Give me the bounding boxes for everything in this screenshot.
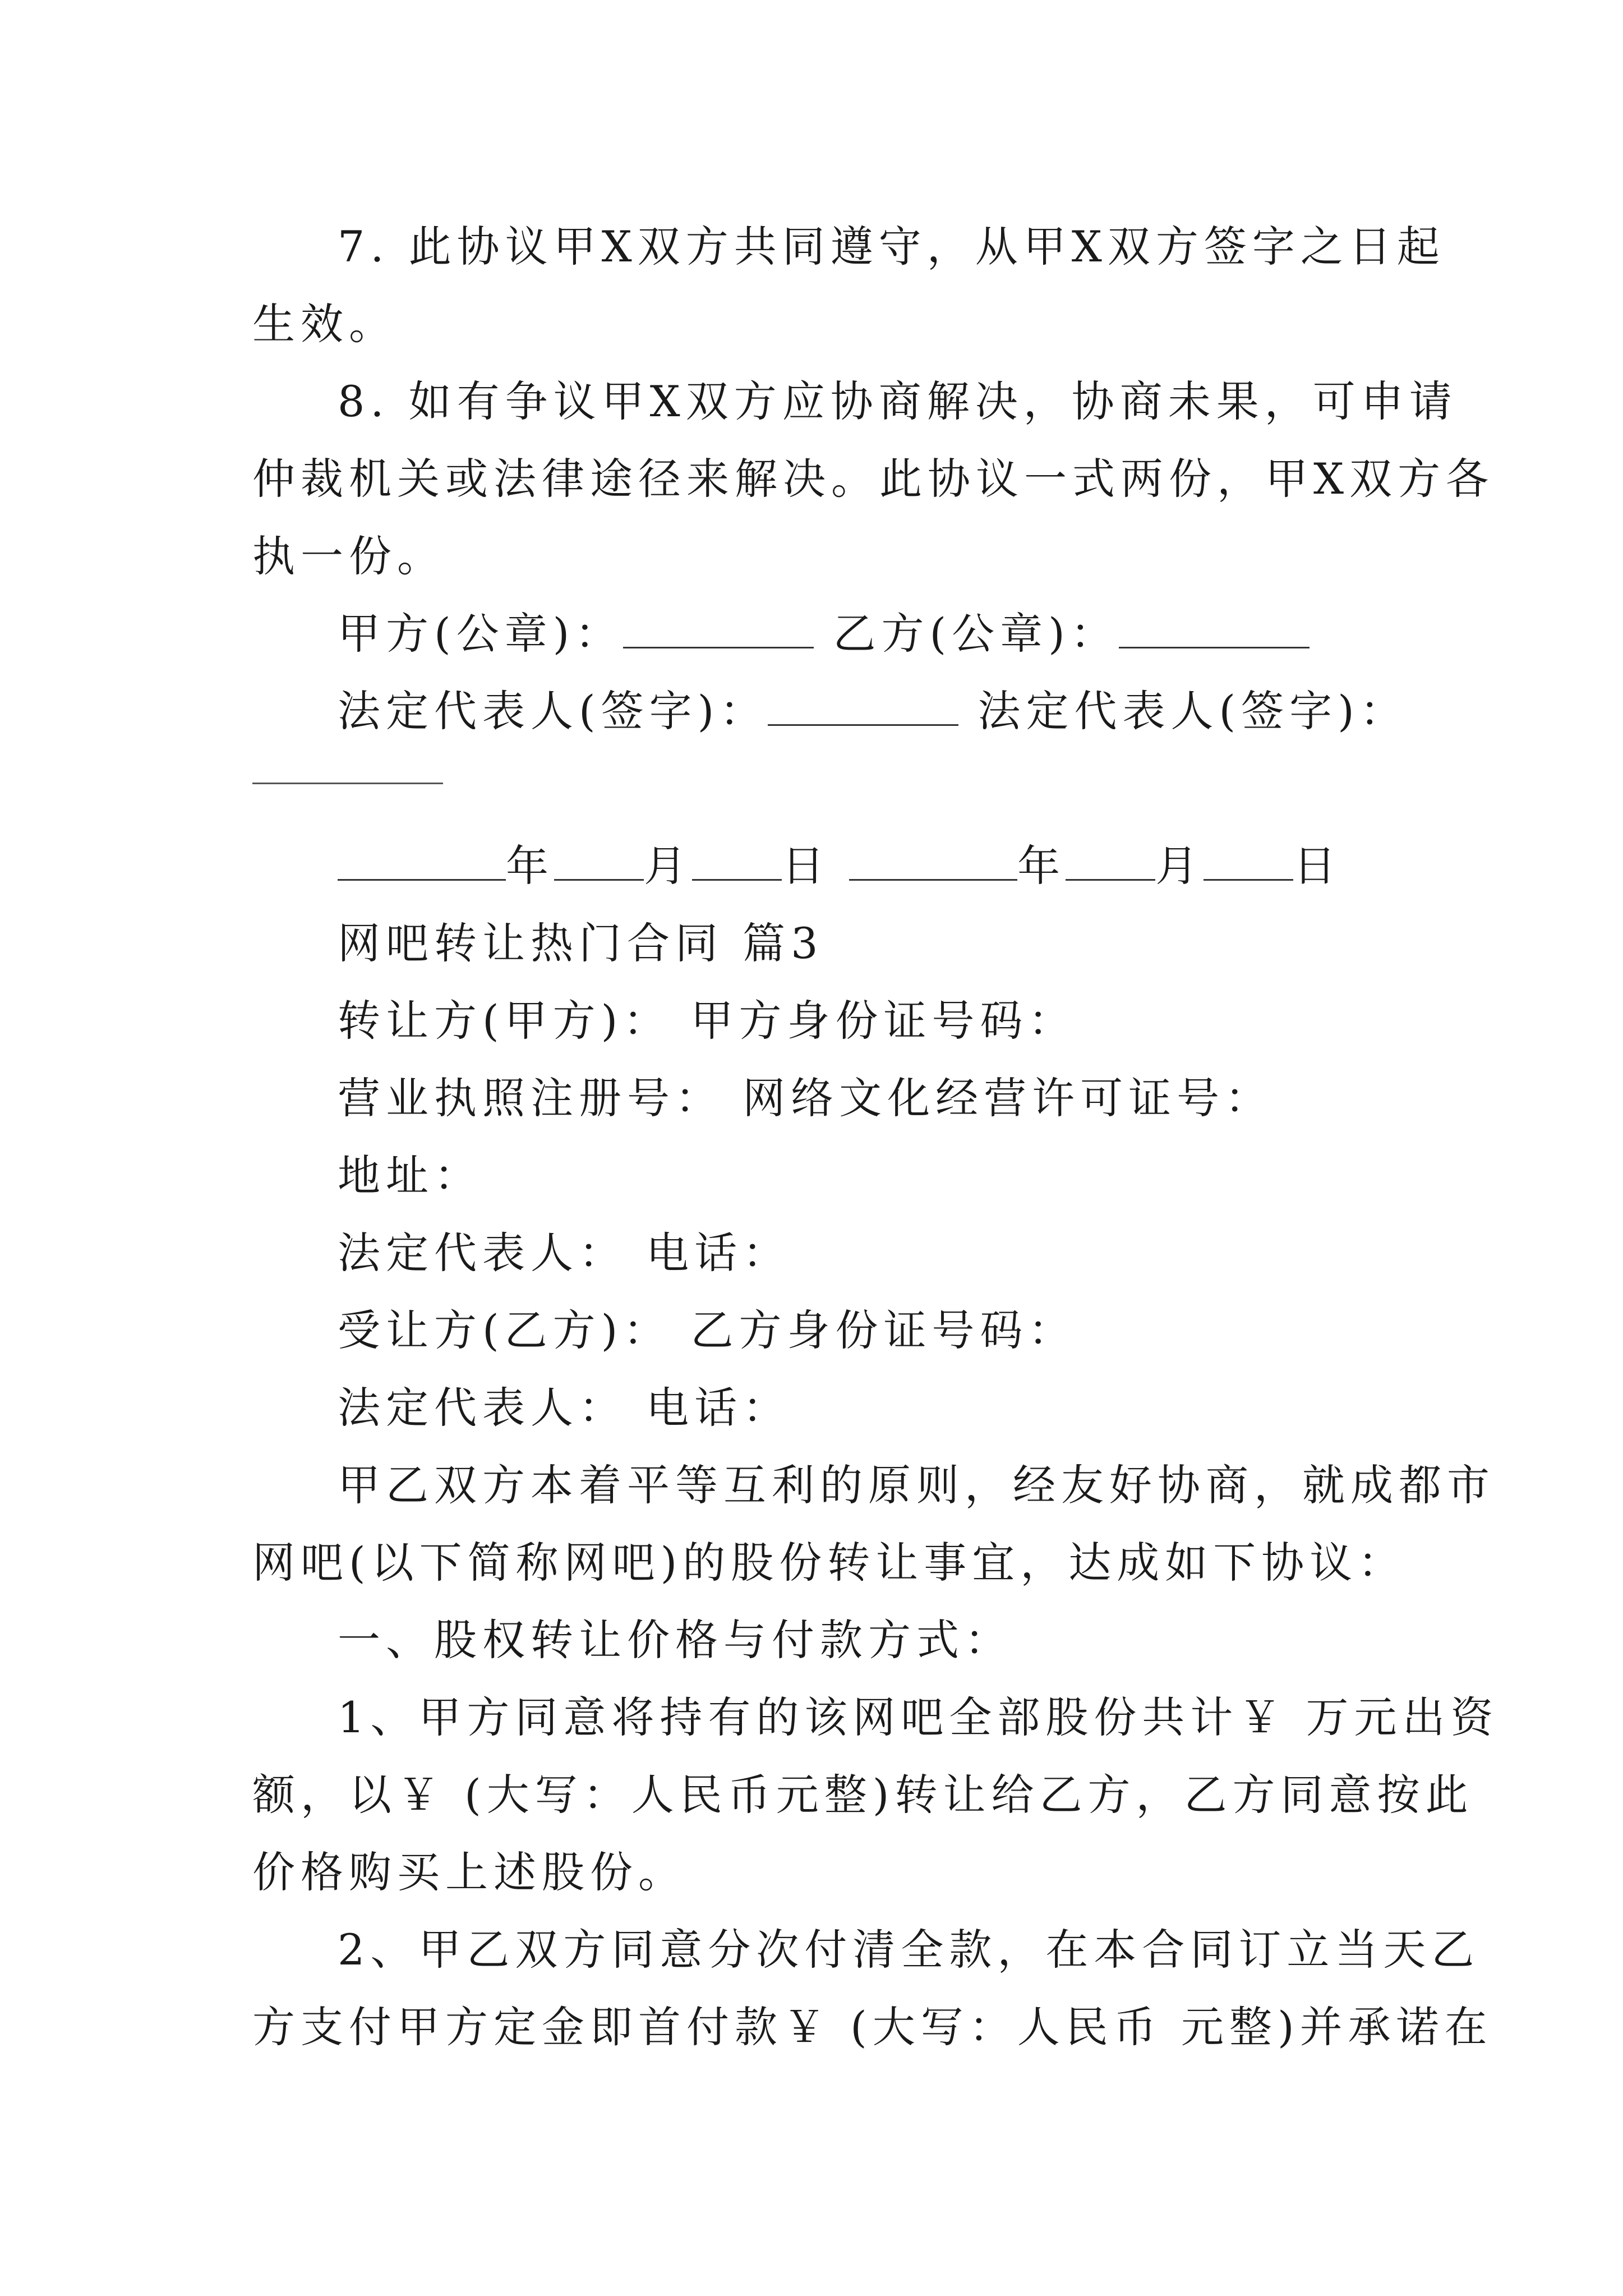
clause-2-line-2: 方支付甲方定金即首付款￥ (大写：人民币 元整)并承诺在 — [252, 2002, 1493, 2052]
clause-7-line-1: 7. 此协议甲X双方共同遵守，从甲X双方签字之日起 — [338, 222, 1445, 272]
clause-8-line-1: 8. 如有争议甲X双方应协商解决，协商未果，可申请 — [338, 376, 1458, 426]
party-b-rep-label: 法定代表人(签字)： — [978, 686, 1408, 736]
party-a-rep-label: 法定代表人(签字)： — [338, 686, 768, 736]
transferor-line: 转让方(甲方)： 甲方身份证号码： — [338, 996, 1077, 1046]
clause-8-line-3: 执一份。 — [252, 531, 445, 581]
date-b-year: 年 — [1017, 841, 1066, 891]
party-b-seal-blank — [1119, 608, 1310, 648]
party-b-rep-blank — [252, 783, 443, 784]
license-line: 营业执照注册号： 网络文化经营许可证号： — [338, 1073, 1274, 1123]
clause-2-line-1: 2、甲乙双方同意分次付清全款，在本合同订立当天乙 — [338, 1925, 1480, 1975]
clause-8-line-2: 仲裁机关或法律途径来解决。此协议一式两份，甲X双方各 — [252, 454, 1495, 504]
article-1-heading: 一、股权转让价格与付款方式： — [338, 1615, 1013, 1665]
date-a-month-blank — [554, 840, 644, 881]
date-b-day-blank — [1204, 840, 1293, 881]
date-b-year-blank — [849, 840, 1017, 881]
address-line: 地址： — [338, 1151, 482, 1200]
clause-7-line-2: 生效。 — [252, 299, 397, 349]
seal-line — [338, 606, 1465, 662]
clause-1-line-2: 额，以￥ (大写：人民币元整)转让给乙方，乙方同意按此 — [252, 1770, 1474, 1820]
date-b-day: 日 — [1293, 841, 1342, 891]
party-a-rep-blank — [768, 685, 958, 726]
date-b-month: 月 — [1155, 841, 1204, 891]
transferor-rep-line: 法定代表人： 电话： — [338, 1228, 791, 1278]
party-b-seal-label: 乙方(公章)： — [833, 609, 1119, 659]
representative-line — [338, 683, 1465, 739]
date-a-day: 日 — [782, 841, 830, 891]
transferee-rep-line: 法定代表人： 电话： — [338, 1383, 791, 1433]
date-b-month-blank — [1066, 840, 1155, 881]
date-a-year: 年 — [506, 841, 554, 891]
section-title: 网吧转让热门合同 篇3 — [338, 918, 824, 968]
date-a-day-blank — [692, 840, 782, 881]
date-line — [338, 838, 1465, 894]
date-a-month: 月 — [644, 841, 692, 891]
party-a-seal-label: 甲方(公章)： — [338, 609, 624, 659]
clause-1-line-1: 1、甲方同意将持有的该网吧全部股份共计￥ 万元出资 — [338, 1692, 1499, 1742]
date-a-year-blank — [338, 840, 506, 881]
preamble-line-1: 甲乙双方本着平等互利的原则，经友好协商，就成都市 — [338, 1460, 1495, 1510]
preamble-line-2: 网吧(以下简称网吧)的股份转让事宜，达成如下协议： — [252, 1538, 1407, 1588]
transferee-line: 受让方(乙方)： 乙方身份证号码： — [338, 1305, 1077, 1355]
party-a-seal-blank — [623, 608, 814, 648]
clause-1-line-3: 价格购买上述股份。 — [252, 1847, 686, 1897]
